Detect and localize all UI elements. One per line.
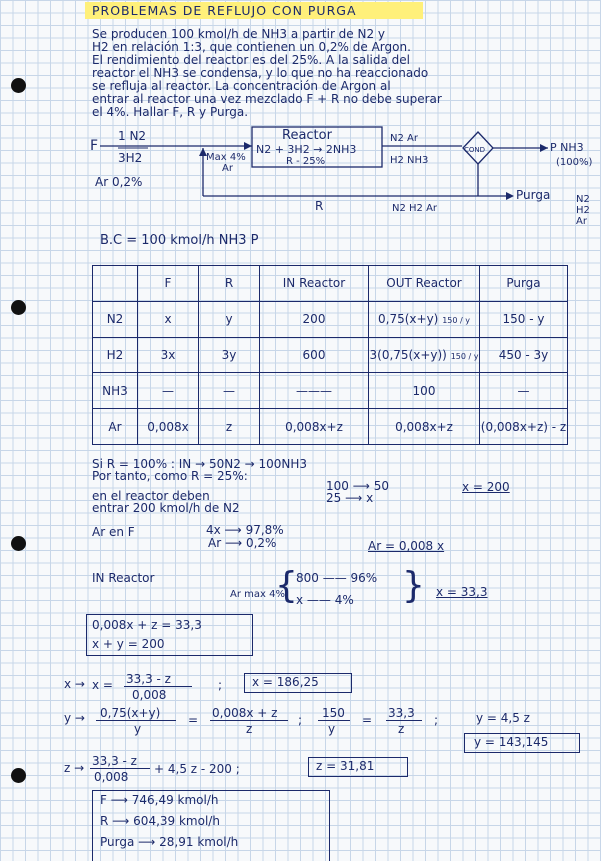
table-cell: 600	[260, 337, 369, 373]
product-label: P NH3	[550, 141, 584, 154]
table-header-cell: R	[199, 266, 260, 302]
in-line-1: 800 —— 96%	[296, 571, 378, 585]
x-separator: ;	[218, 678, 223, 692]
y-eq-sign-2: =	[362, 713, 373, 727]
table-cell: ———	[260, 373, 369, 409]
y-rhs3-den: z	[398, 722, 405, 736]
argon-max-label: Ar max 4%	[230, 589, 285, 600]
y-eq-sign: =	[188, 713, 199, 727]
y-rhs3-num: 33,3	[388, 706, 415, 720]
in-result: x = 33,3	[436, 585, 488, 599]
argon-result: Ar = 0,008 x	[368, 539, 445, 553]
x-denominator: 0,008	[132, 688, 167, 702]
x-arrow-label: x →	[64, 677, 85, 691]
reactor-yield: R - 25%	[286, 156, 326, 167]
table-cell	[369, 301, 480, 337]
y-rhs1-num: 0,008x + z	[212, 706, 278, 720]
statement-line: H2 en relación 1:3, que contienen un 0,2% de Argon.	[92, 40, 411, 54]
table-header-cell: IN Reactor	[260, 266, 369, 302]
brace-left: {	[275, 565, 298, 606]
z-denominator: 0,008	[94, 770, 129, 784]
table-cell: 0,008x	[138, 409, 199, 445]
y-denominator: y	[134, 722, 142, 736]
reactor-out-bottom: H2 NH3	[390, 155, 429, 166]
z-arrow-label: z →	[64, 761, 85, 775]
z-fraction-bar	[90, 768, 150, 769]
table-cell-text: 3(0,75(x+y))	[369, 347, 447, 362]
x-result-200: x = 200	[462, 480, 510, 494]
table-header-cell: OUT Reactor	[369, 266, 480, 302]
max-argon: Max 4%	[206, 152, 246, 163]
statement-line: Se producen 100 kmol/h de NH3 a partir de N2 y	[92, 27, 386, 41]
y-rhs2-num: 150	[322, 706, 345, 720]
statement-line: entrar al reactor una vez mezclado F + R no debe superar	[92, 92, 442, 106]
y-arrow-label: y →	[64, 711, 85, 725]
argon-line-1: 4x ⟶ 97,8%	[206, 523, 284, 537]
table-cell: y	[199, 301, 260, 337]
feed-argon: Ar 0,2%	[95, 175, 143, 189]
table-cell-text: 0,75(x+y)	[378, 312, 439, 327]
statement-line: El rendimiento del reactor es del 25%. A la salida del	[92, 53, 410, 67]
table-header-row	[93, 266, 568, 302]
table-cell: —	[199, 373, 260, 409]
calculation-basis: B.C = 100 kmol/h NH3 P	[100, 233, 259, 248]
brace-right: }	[402, 565, 425, 606]
table-cell: Ar	[93, 409, 138, 445]
table-side-note: 150 / y	[442, 316, 470, 326]
argon-in-feed-label: Ar en F	[92, 525, 135, 539]
balance-table	[92, 265, 568, 445]
y-sep-1: ;	[298, 713, 303, 727]
feed-n2: 1 N2	[118, 129, 147, 143]
statement-line: se refluja al reactor. La concentración de Argon al	[92, 79, 391, 93]
in-line-2: x —— 4%	[296, 593, 354, 607]
condenser-label: COND	[464, 146, 486, 154]
reactor-out-top: N2 Ar	[390, 133, 418, 144]
max-argon-sub: Ar	[222, 163, 233, 174]
x-fraction-bar	[124, 686, 192, 687]
y-rhs1-den: z	[246, 722, 253, 736]
work-line-4: en el reactor deben	[92, 489, 210, 503]
table-cell: 200	[260, 301, 369, 337]
table-cell	[369, 337, 480, 373]
table-row	[93, 301, 568, 337]
y-rhs2-den: y	[328, 722, 336, 736]
x-result: x = 186,25	[252, 675, 319, 689]
y-result-2: y = 143,145	[474, 735, 549, 749]
argon-line-2: Ar ⟶ 0,2%	[208, 536, 277, 550]
purge-label: Purga	[516, 188, 551, 202]
rule-of-three-a: 100 ⟶ 50	[326, 479, 390, 493]
table-cell: x	[138, 301, 199, 337]
y-numerator: 0,75(x+y)	[100, 706, 161, 720]
x-equals: x =	[92, 678, 113, 692]
x-numerator: 33,3 - z	[126, 672, 171, 686]
feed-label: F	[90, 138, 99, 154]
table-header-cell	[93, 266, 138, 302]
table-cell: 0,008x+z	[369, 409, 480, 445]
final-purga: Purga ⟶ 28,91 kmol/h	[100, 835, 239, 849]
y-sep-2: ;	[434, 713, 439, 727]
table-cell: 3x	[138, 337, 199, 373]
y-rhs3-bar	[386, 720, 422, 721]
table-cell: —	[138, 373, 199, 409]
purge-comp-h2: H2	[576, 205, 590, 216]
table-cell: (0,008x+z) - z	[480, 409, 568, 445]
rule-of-three-b: 25 ⟶ x	[326, 491, 374, 505]
z-rest: + 4,5 z - 200 ;	[154, 762, 240, 776]
work-line-5: entrar 200 kmol/h de N2	[92, 501, 240, 515]
table-cell: 450 - 3y	[480, 337, 568, 373]
table-cell: 100	[369, 373, 480, 409]
table-cell: —	[480, 373, 568, 409]
page-title: PROBLEMAS DE REFLUJO CON PURGA	[92, 3, 357, 18]
table-row	[93, 337, 568, 373]
final-f: F ⟶ 746,49 kmol/h	[100, 793, 219, 807]
table-row	[93, 409, 568, 445]
table-header-cell: Purga	[480, 266, 568, 302]
final-r: R ⟶ 604,39 kmol/h	[100, 814, 220, 828]
table-cell: NH3	[93, 373, 138, 409]
statement-line: el 4%. Hallar F, R y Purga.	[92, 105, 249, 119]
y-rhs1-bar	[210, 720, 288, 721]
z-result: z = 31,81	[316, 759, 375, 773]
in-reactor-label: IN Reactor	[92, 571, 155, 585]
recycle-composition: N2 H2 Ar	[392, 203, 438, 214]
recycle-label: R	[315, 199, 324, 213]
table-row	[93, 373, 568, 409]
table-cell: 150 - y	[480, 301, 568, 337]
purge-comp-n2: N2	[576, 194, 590, 205]
purge-comp-ar: Ar	[576, 216, 587, 227]
equation-1: 0,008x + z = 33,3	[92, 618, 202, 632]
reactor-equation: N2 + 3H2 → 2NH3	[256, 143, 357, 156]
table-side-note: 150 / y	[450, 351, 479, 361]
work-line-1: Si R = 100% : IN → 50N2 → 100NH3	[92, 457, 308, 471]
y-fraction-bar	[96, 720, 176, 721]
reactor-title: Reactor	[282, 128, 332, 143]
equation-2: x + y = 200	[92, 637, 165, 651]
y-rhs2-bar	[318, 720, 350, 721]
y-result-1: y = 4,5 z	[476, 711, 530, 725]
statement-line: reactor el NH3 se condensa, y lo que no ha reaccionado	[92, 66, 429, 80]
table-cell: N2	[93, 301, 138, 337]
feed-h2: 3H2	[118, 151, 143, 165]
table-header-cell: F	[138, 266, 199, 302]
table-cell: z	[199, 409, 260, 445]
product-pct: (100%)	[556, 157, 593, 168]
work-line-2: Por tanto, como R = 25%:	[92, 469, 248, 483]
table-cell: H2	[93, 337, 138, 373]
z-numerator: 33,3 - z	[92, 754, 137, 768]
table-cell: 0,008x+z	[260, 409, 369, 445]
table-cell: 3y	[199, 337, 260, 373]
